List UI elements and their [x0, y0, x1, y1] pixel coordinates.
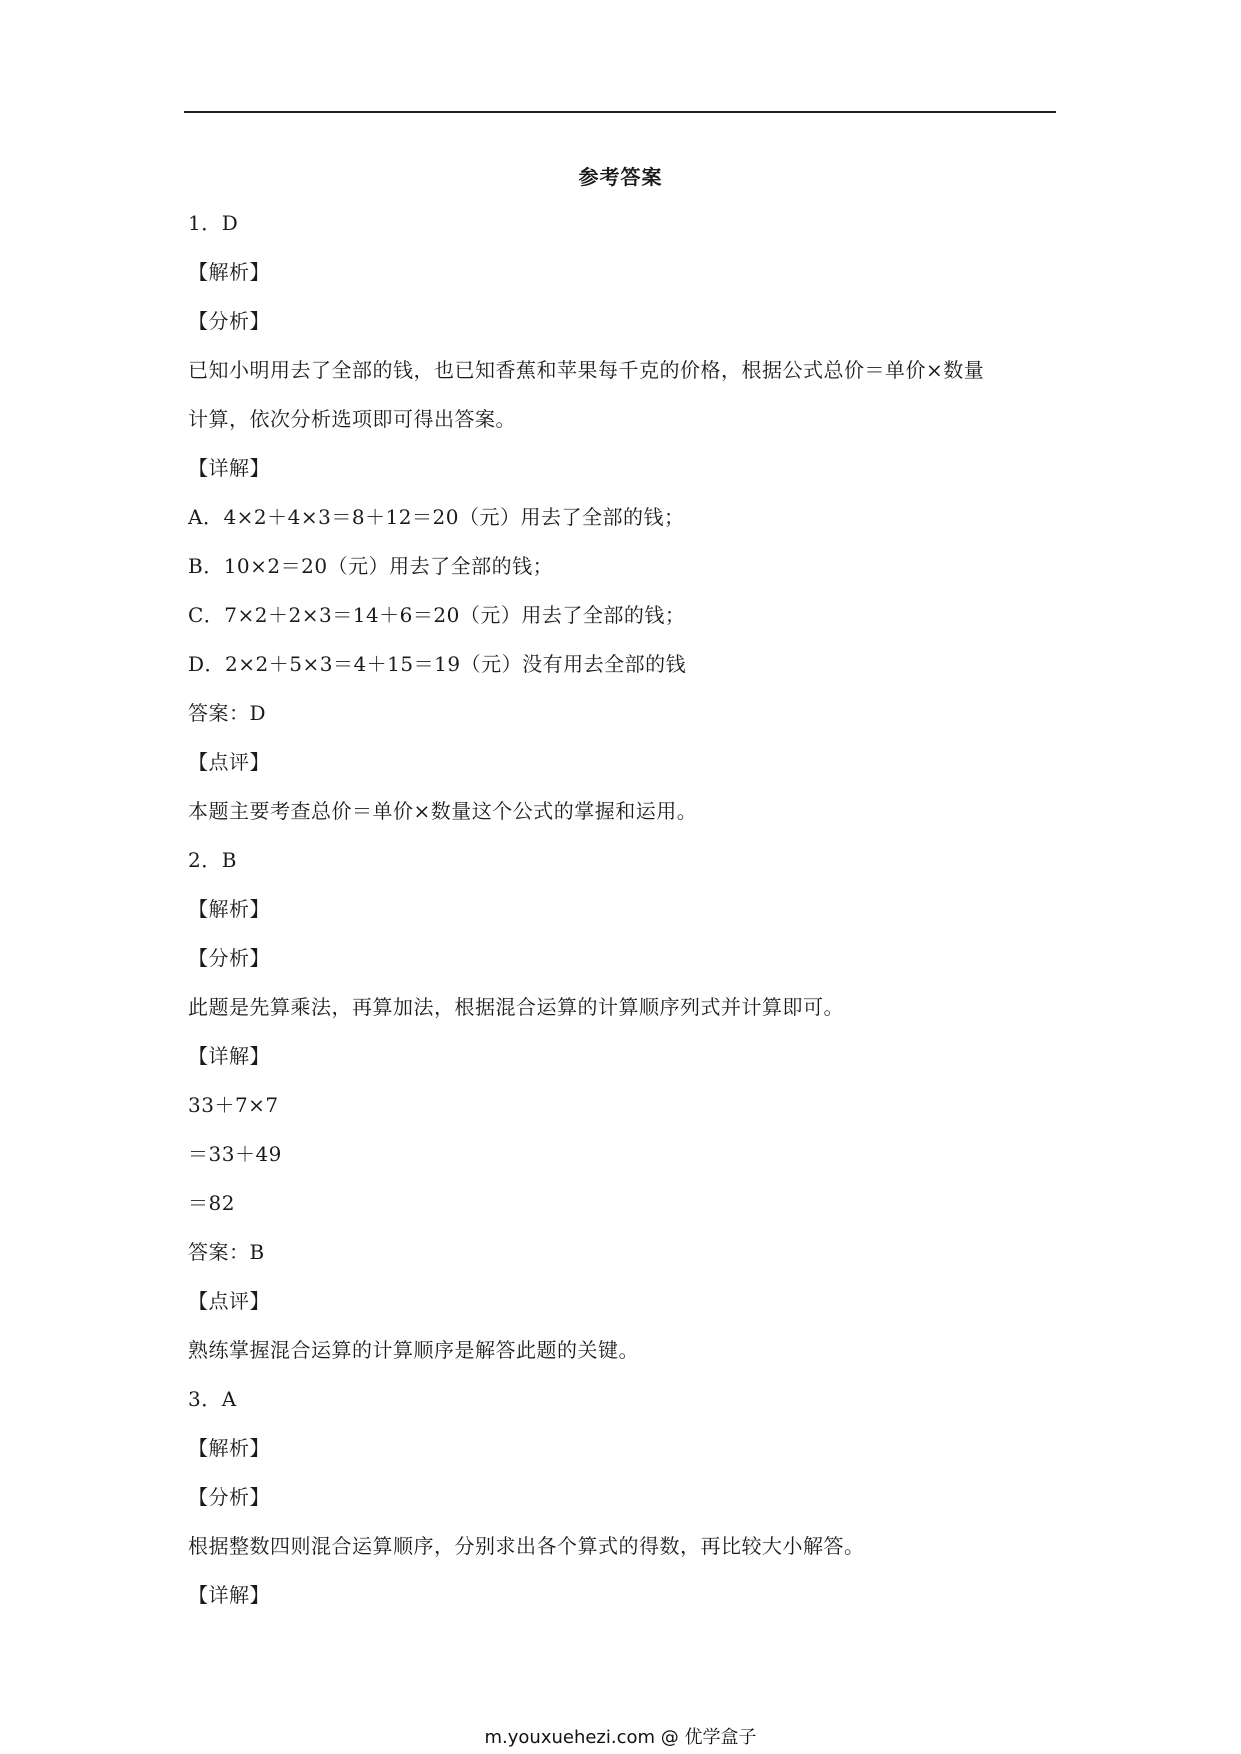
- page-title: 参考答案: [578, 165, 663, 189]
- text-line: 本题主要考查总价＝单价×数量这个公式的掌握和运用。: [188, 799, 698, 823]
- text-line: 2．B: [188, 848, 237, 872]
- text-line: A．4×2＋4×3＝8＋12＝20（元）用去了全部的钱；: [188, 505, 685, 529]
- text-line: 【详解】: [188, 1583, 270, 1607]
- text-line: C．7×2＋2×3＝14＋6＝20（元）用去了全部的钱；: [188, 603, 686, 627]
- text-line: 1．D: [188, 211, 239, 235]
- text-line: 【解析】: [188, 260, 270, 284]
- text-line: 【点评】: [188, 1289, 270, 1313]
- text-line: 33＋7×7: [188, 1093, 279, 1117]
- text-line: D．2×2＋5×3＝4＋15＝19（元）没有用去全部的钱: [188, 652, 687, 676]
- text-line: 【详解】: [188, 1044, 270, 1068]
- text-line: 【详解】: [188, 456, 270, 480]
- text-line: ＝33＋49: [188, 1142, 282, 1166]
- text-line: 3．A: [188, 1387, 237, 1411]
- text-line: 已知小明用去了全部的钱，也已知香蕉和苹果每千克的价格，根据公式总价＝单价×数量: [188, 358, 985, 382]
- text-line: B．10×2＝20（元）用去了全部的钱；: [188, 554, 554, 578]
- text-line: 【解析】: [188, 1436, 270, 1460]
- text-line: 答案：D: [188, 701, 267, 725]
- text-line: 熟练掌握混合运算的计算顺序是解答此题的关键。: [188, 1338, 639, 1362]
- footer-watermark: m.youxuehezi.com @ 优学盒子: [484, 1727, 757, 1748]
- text-line: 【点评】: [188, 750, 270, 774]
- text-line: 【分析】: [188, 309, 270, 333]
- text-line: 【分析】: [188, 946, 270, 970]
- text-line: 根据整数四则混合运算顺序，分别求出各个算式的得数，再比较大小解答。: [188, 1534, 865, 1558]
- text-line: 计算，依次分析选项即可得出答案。: [188, 407, 516, 431]
- text-line: 此题是先算乘法，再算加法，根据混合运算的计算顺序列式并计算即可。: [188, 995, 844, 1019]
- text-line: ＝82: [188, 1191, 235, 1215]
- answer-content: [188, 208, 1058, 1629]
- text-line: 【分析】: [188, 1485, 270, 1509]
- text-line: 答案：B: [188, 1240, 265, 1264]
- text-line: 【解析】: [188, 897, 270, 921]
- header-rule: [184, 111, 1056, 113]
